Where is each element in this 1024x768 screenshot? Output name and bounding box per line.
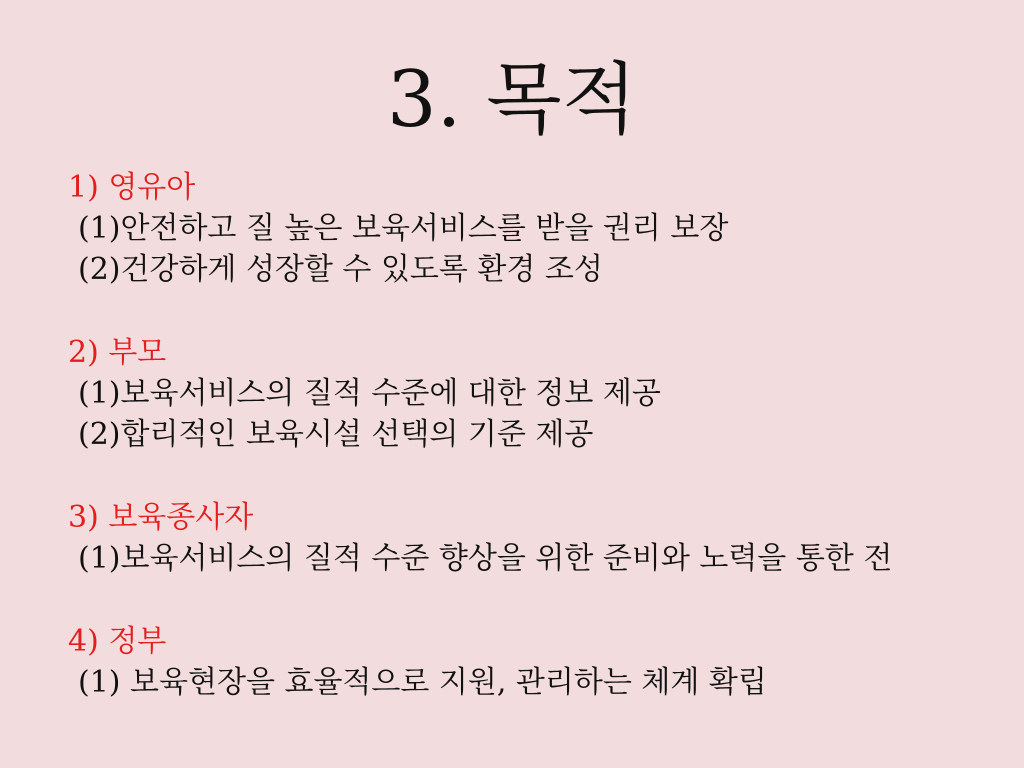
list-item: (2)합리적인 보육시설 선택의 기준 제공 <box>78 417 594 452</box>
list-item: (2)건강하게 성장할 수 있도록 환경 조성 <box>78 252 603 287</box>
section-heading: 2) 부모 <box>68 335 167 370</box>
list-item: (1)보육서비스의 질적 수준에 대한 정보 제공 <box>78 376 661 411</box>
list-item: (1)보육서비스의 질적 수준 향상을 위한 준비와 노력을 통한 전 <box>78 541 893 576</box>
section-heading: 1) 영유아 <box>68 170 196 205</box>
section-childcare-workers <box>68 498 1024 579</box>
section-government <box>68 622 1024 703</box>
list-item: (1)안전하고 질 높은 보육서비스를 받을 권리 보장 <box>78 211 729 246</box>
section-infants <box>68 168 1024 290</box>
slide-content <box>68 168 1024 746</box>
section-heading: 4) 정부 <box>68 624 167 659</box>
slide-title: 3. 목적 <box>387 55 637 145</box>
list-item: (1) 보육현장을 효율적으로 지원, 관리하는 체계 확립 <box>78 665 767 700</box>
section-parents <box>68 333 1024 455</box>
section-heading: 3) 보육종사자 <box>68 500 254 535</box>
